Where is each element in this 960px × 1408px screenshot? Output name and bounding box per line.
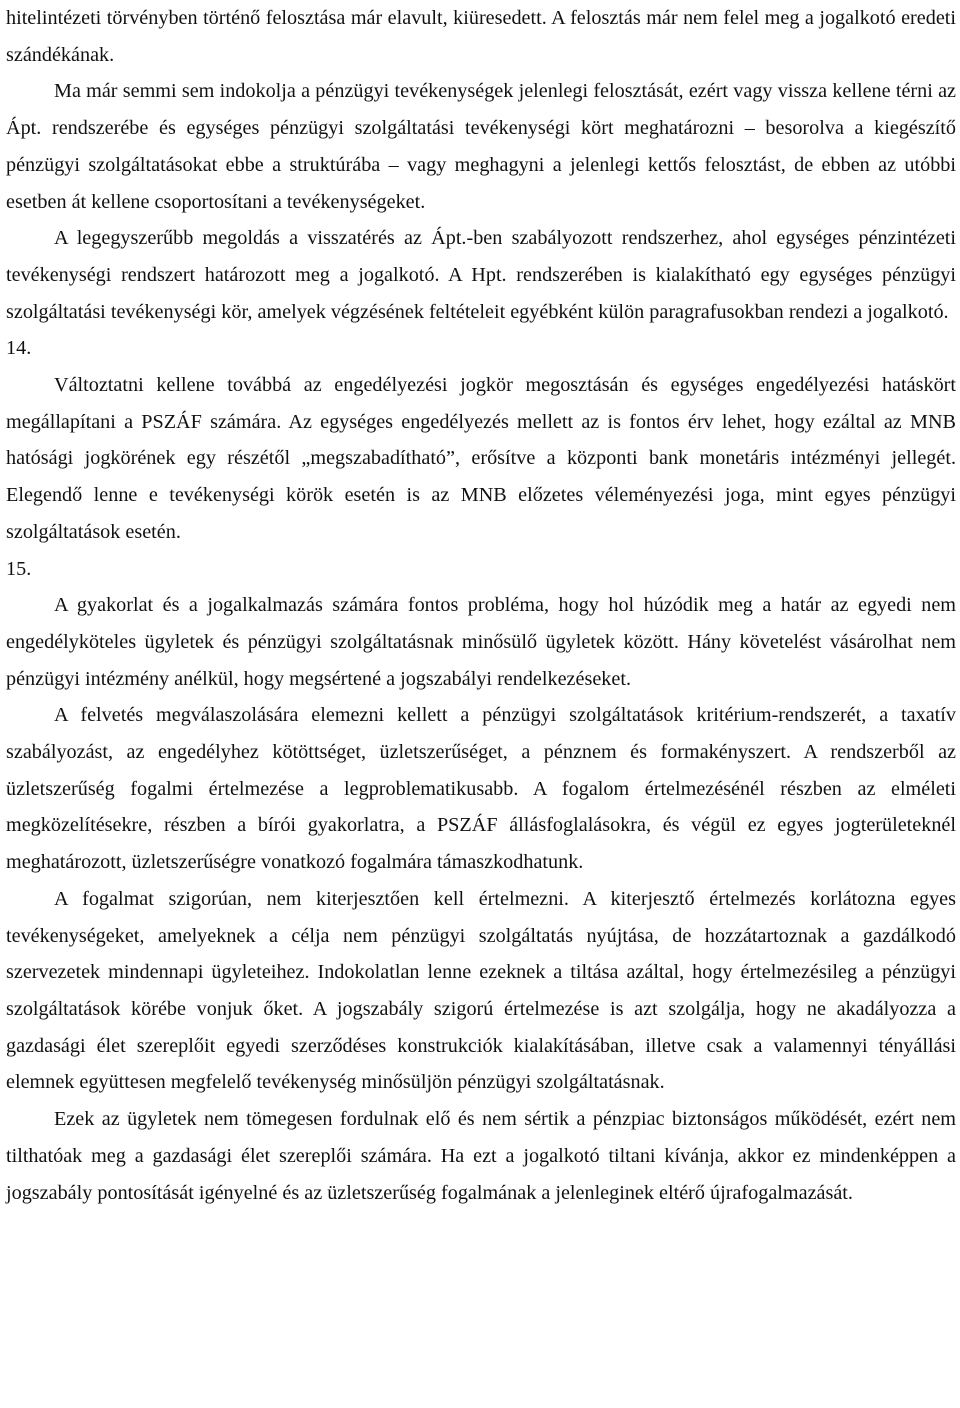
paragraph-7: A fogalmat szigorúan, nem kiterjesztően kell értelmezni. A kiterjesztő értelmezés korlátozna egyes tevékenységeket, amelyeknek a célja nem pénzügyi szolgáltatás nyújtása, de hozzátartoznak a gazdálkodó szervezetek mindennapi ügyleteihez. Indokolatlan lenne ezeknek a tiltása azáltal, hogy értelmezésileg a pénzügyi szolgáltatások körébe vonjuk őket. A jogszabály szigorú értelmezése is azt szolgálja, hogy ne akadályozza a gazdasági élet szereplőit egyedi szerződéses konstrukciók kialakításában, illetve csak a valamennyi tényállási elemnek együttesen megfelelő tevékenység minősüljön pénzügyi szolgáltatásnak. <box>6 887 956 1094</box>
section-number-15: 15. <box>6 557 32 580</box>
section-number-14: 14. <box>6 337 32 360</box>
paragraph-3: A legegyszerűbb megoldás a visszatérés az Ápt.-ben szabályozott rendszerhez, ahol egységes pénzintézeti tevékenységi rendszert határozott meg a jogalkotó. A Hpt. rendszerében is kialakítható egy egységes pénzügyi szolgáltatási tevékenységi kör, amelyek végzésének feltételeit egyébként külön paragrafusokban rendezi a jogalkotó. <box>6 227 956 323</box>
paragraph-6: A felvetés megválaszolására elemezni kellett a pénzügyi szolgáltatások kritérium-rendszerét, a taxatív szabályozást, az engedélyhez kötöttséget, üzletszerűséget, a pénznem és formakényszert. A rendszerből az üzletszerűség fogalmi értelmezése a legproblematikusabb. A fogalom értelmezésénél részben az elméleti megközelítésekre, részben a bírói gyakorlatra, a PSZÁF állásfoglalásokra, és végül ez egyes jogterületeknél meghatározott, üzletszerűségre vonatkozó fogalmára támaszkodhatunk. <box>6 704 956 874</box>
document-page <box>6 0 956 1211</box>
paragraph-2: Ma már semmi sem indokolja a pénzügyi tevékenységek jelenlegi felosztását, ezért vagy vissza kellene térni az Ápt. rendszerébe és egységes pénzügyi szolgáltatási tevékenységi kört meghatározni – besorolva a kiegészítő pénzügyi szolgáltatásokat ebbe a struktúrába – vagy meghagyni a jelenlegi kettős felosztást, de ebben az utóbbi esetben át kellene csoportosítani a tevékenységeket. <box>6 80 956 213</box>
paragraph-1: hitelintézeti törvényben történő felosztása már elavult, kiüresedett. A felosztás már nem felel meg a jogalkotó eredeti szándékának. <box>6 7 956 66</box>
paragraph-4: Változtatni kellene továbbá az engedélyezési jogkör megosztásán és egységes engedélyezési hatáskört megállapítani a PSZÁF számára. Az egységes engedélyezés mellett az is fontos érv lehet, hogy ezáltal az MNB hatósági jogkörének egy részétől „megszabadítható”, erősítve a központi bank monetáris intézményi jellegét. Elegendő lenne e tevékenységi körök esetén is az MNB előzetes véleményezési joga, mint egyes pénzügyi szolgáltatások esetén. <box>6 374 956 543</box>
paragraph-8: Ezek az ügyletek nem tömegesen fordulnak elő és nem sértik a pénzpiac biztonságos működését, ezért nem tilthatóak meg a gazdasági élet szereplői számára. Ha ezt a jogalkotó tiltani kívánja, akkor ez mindenképpen a jogszabály pontosítását igényelné és az üzletszerűség fogalmának a jelenleginek eltérő újrafogalmazását. <box>6 1108 956 1204</box>
paragraph-5: A gyakorlat és a jogalkalmazás számára fontos probléma, hogy hol húzódik meg a határ az egyedi nem engedélyköteles ügyletek és pénzügyi szolgáltatásnak minősülő ügyletek között. Hány követelést vásárolhat nem pénzügyi intézmény anélkül, hogy megsértené a jogszabályi rendelkezéseket. <box>6 594 956 690</box>
